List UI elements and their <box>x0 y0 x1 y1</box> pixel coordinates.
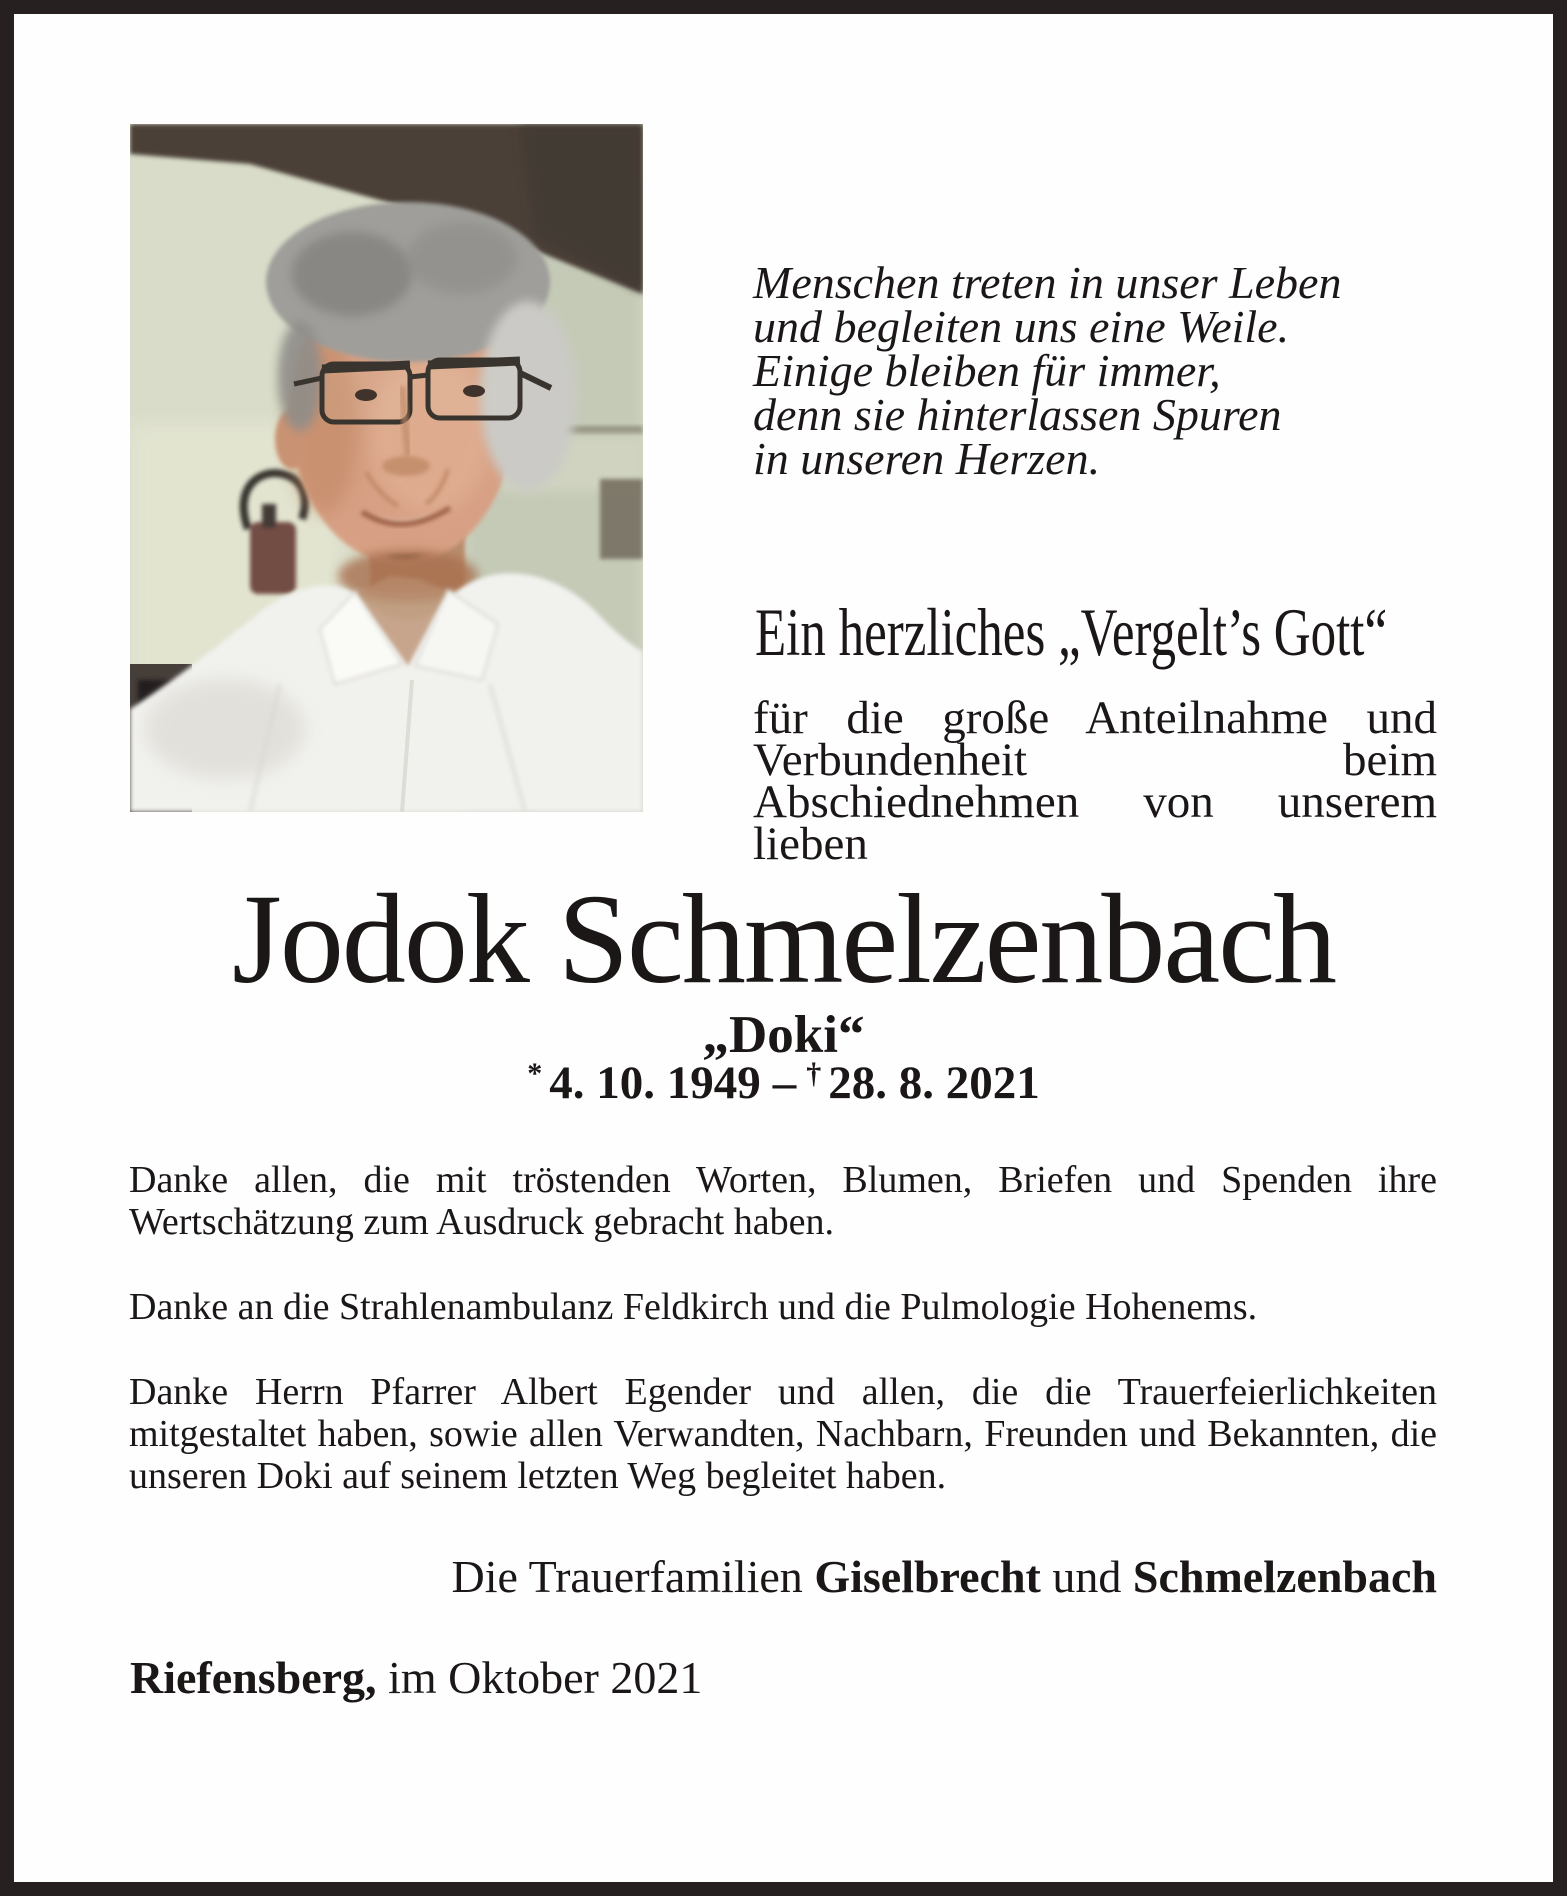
deceased-name: Jodok Schmelzenbach <box>232 868 1335 1010</box>
place-date <box>130 1652 1030 1704</box>
photo-hair-dark-left <box>292 232 412 316</box>
family-name-2: Schmelzenbach <box>1132 1551 1437 1602</box>
verse-line: Einige bleiben für immer, <box>753 345 1221 396</box>
date: im Oktober 2021 <box>388 1652 703 1703</box>
family-name-1: Giselbrecht <box>814 1551 1041 1602</box>
closing-conjunction: und <box>1052 1551 1122 1602</box>
portrait-photo-canvas <box>130 124 643 812</box>
birth-symbol: * <box>527 1057 543 1090</box>
photo-shoulder-shade <box>145 679 305 779</box>
photo-left-eye <box>355 389 377 401</box>
photo-hair-dark-right <box>407 222 517 294</box>
thanks-paragraph-1: Danke allen, die mit tröstenden Worten, Blumen, Briefen und Spenden ihre Wertschätzung zum Ausdruck gebracht haben. <box>129 1159 1437 1243</box>
photo-frame-right <box>600 479 643 559</box>
photo-nose-shadow <box>382 456 430 476</box>
thanks-heading-text: Ein herzliches „Vergelt’s Gott“ <box>755 594 1388 670</box>
birth-date: 4. 10. 1949 <box>549 1057 761 1109</box>
death-date: 28. 8. 2021 <box>828 1057 1040 1109</box>
death-symbol: † <box>806 1057 822 1090</box>
dates-separator: – <box>772 1057 797 1109</box>
closing-prefix: Die Trauerfamilien <box>451 1551 803 1602</box>
thanks-paragraph-3: Danke Herrn Pfarrer Albert Egender und allen, die die Trauerfeierlichkeiten mitgestaltet haben, sowie allen Verwandten, Nachbarn, Freunden und Bekannten, die unseren Doki auf seinem letzten Weg begleitet haben. <box>129 1371 1437 1497</box>
thanks-intro: für die große Anteilnahme und Verbundenheit beim Abschiednehmen von unserem lieben <box>753 692 1437 870</box>
thanks-heading <box>755 595 1455 669</box>
verse-line: Menschen treten in unser Leben <box>753 257 1342 308</box>
photo-sideburn <box>278 321 322 431</box>
place: Riefensberg, <box>130 1652 377 1703</box>
verse-line: in unseren Herzen. <box>753 433 1101 484</box>
life-dates <box>14 1057 1553 1115</box>
mourning-families <box>129 1551 1437 1603</box>
card-inner <box>14 14 1553 1882</box>
memorial-verse <box>753 257 1443 484</box>
verse-line: und begleiten uns eine Weile. <box>753 301 1290 352</box>
thanks-paragraph-2: Danke an die Strahlenambulanz Feldkirch und die Pulmologie Hohenems. <box>129 1286 1258 1328</box>
portrait-photo <box>130 124 643 812</box>
photo-right-eye <box>463 385 485 397</box>
verse-line: denn sie hinterlassen Spuren <box>753 389 1282 440</box>
deceased-nickname: „Doki“ <box>702 1006 865 1064</box>
